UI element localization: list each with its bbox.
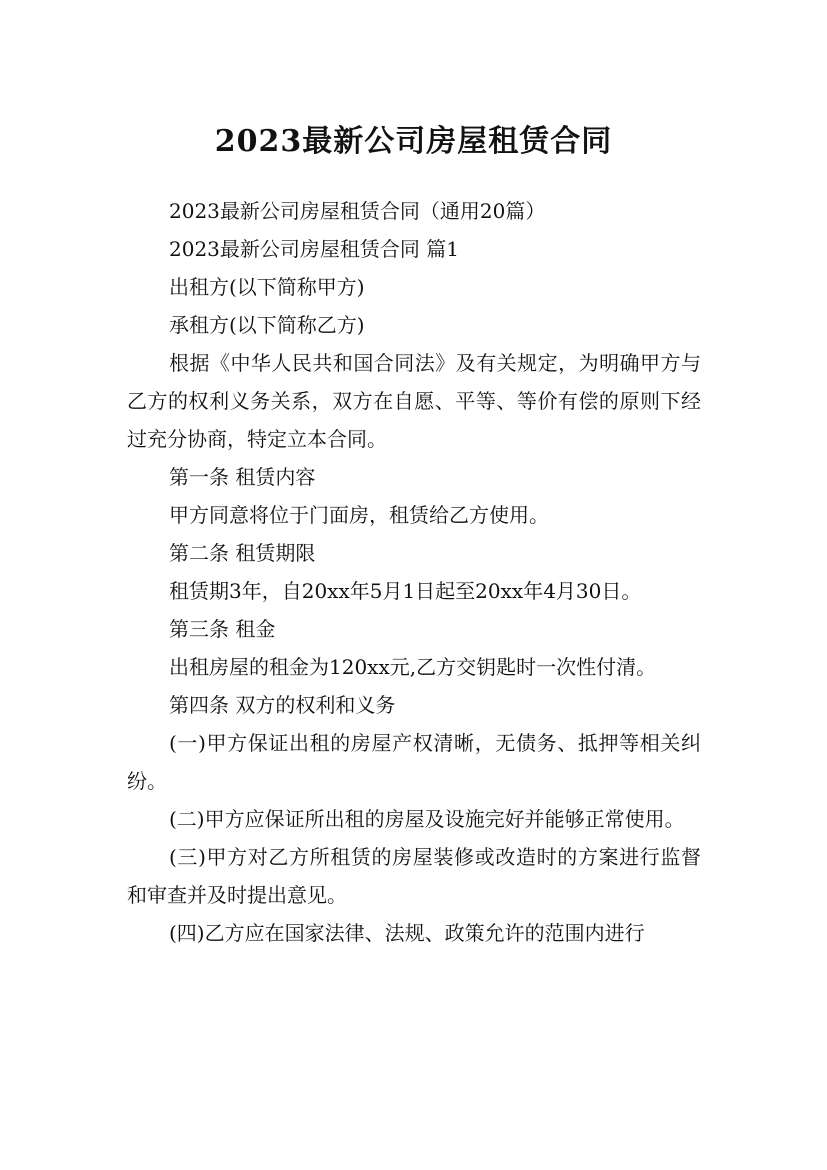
- article-2-heading: 第二条 租赁期限: [169, 541, 316, 565]
- article-2-text: 租赁期3年，自20xx年5月1日起至20xx年4月30日。: [169, 579, 642, 603]
- article-1-heading: 第一条 租赁内容: [169, 465, 316, 489]
- article-4-heading: 第四条 双方的权利和义务: [169, 693, 396, 717]
- subtitle-paragraph: 2023最新公司房屋租赁合同（通用20篇）: [169, 199, 546, 223]
- document-title: 2023最新公司房屋租赁合同: [214, 124, 613, 160]
- article-4-clause-4: (四)乙方应在国家法律、法规、政策允许的范围内进行: [169, 921, 645, 945]
- article-3-text: 出租房屋的租金为120xx元,乙方交钥匙时一次性付清。: [169, 655, 657, 679]
- article-4-clause-3: (三)甲方对乙方所租赁的房屋装修或改造时的方案进行监督和审查并及时提出意见。: [127, 845, 701, 907]
- preamble-paragraph: 根据《中华人民共和国合同法》及有关规定，为明确甲方与乙方的权利义务关系，双方在自愿、平等、等价有偿的原则下经过充分协商，特定立本合同。: [127, 351, 701, 451]
- document-body: [127, 192, 701, 952]
- lessor-line: 出租方(以下简称甲方): [169, 275, 365, 299]
- article-4-clause-2: (二)甲方应保证所出租的房屋及设施完好并能够正常使用。: [169, 807, 685, 831]
- article-4-clause-1: (一)甲方保证出租的房屋产权清晰，无债务、抵押等相关纠纷。: [127, 731, 701, 793]
- lessee-line: 承租方(以下简称乙方): [169, 313, 365, 337]
- section-heading-part-1: 2023最新公司房屋租赁合同 篇1: [169, 237, 459, 261]
- article-1-text: 甲方同意将位于门面房，租赁给乙方使用。: [169, 503, 549, 527]
- article-3-heading: 第三条 租金: [169, 617, 276, 641]
